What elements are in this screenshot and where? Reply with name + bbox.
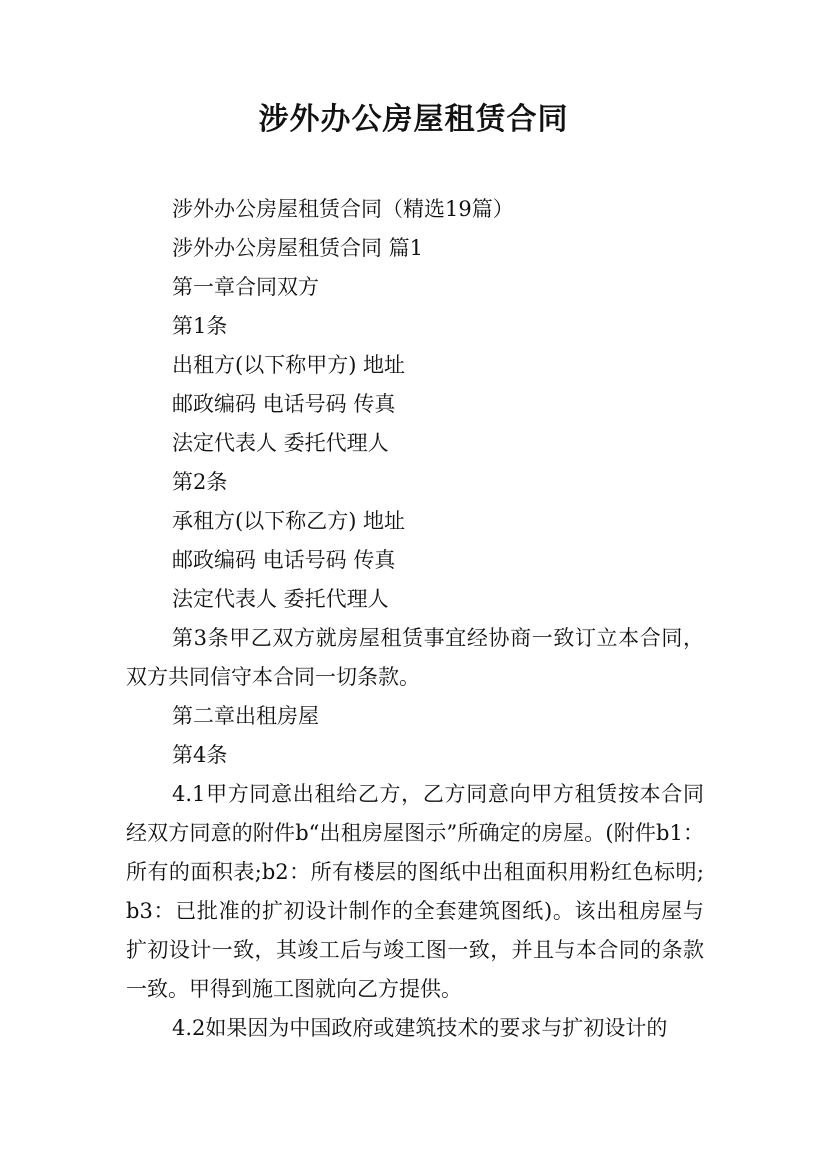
document-title: 涉外办公房屋租赁合同 bbox=[258, 102, 569, 137]
paragraph: 法定代表人 委托代理人 bbox=[172, 587, 389, 611]
paragraph: 第1条 bbox=[172, 314, 228, 338]
document-body bbox=[126, 190, 704, 1048]
paragraph: 涉外办公房屋租赁合同（精选19篇） bbox=[172, 197, 514, 221]
paragraph: 邮政编码 电话号码 传真 bbox=[172, 392, 396, 416]
paragraph: 4.1甲方同意出租给乙方，乙方同意向甲方租赁按本合同经双方同意的附件b“出租房屋图示”所确定的房屋。(附件b1：所有的面积表;b2：所有楼层的图纸中出租面积用粉红色标明;b3：已批准的扩初设计制作的全套建筑图纸)。该出租房屋与扩初设计一致，其竣工后与竣工图一致，并且与本合同的条款一致。甲得到施工图就向乙方提供。 bbox=[126, 782, 704, 1001]
paragraph: 涉外办公房屋租赁合同 篇1 bbox=[172, 236, 424, 260]
paragraph: 第3条甲乙双方就房屋租赁事宜经协商一致订立本合同，双方共同信守本合同一切条款。 bbox=[126, 626, 704, 689]
paragraph: 出租方(以下称甲方) 地址 bbox=[172, 353, 406, 377]
paragraph: 第一章合同双方 bbox=[172, 275, 319, 299]
paragraph: 第二章出租房屋 bbox=[172, 704, 319, 728]
paragraph: 第2条 bbox=[172, 470, 228, 494]
paragraph: 第4条 bbox=[172, 743, 228, 767]
paragraph: 4.2如果因为中国政府或建筑技术的要求与扩初设计的 bbox=[172, 1016, 668, 1040]
paragraph: 承租方(以下称乙方) 地址 bbox=[172, 509, 406, 533]
paragraph: 邮政编码 电话号码 传真 bbox=[172, 548, 396, 572]
paragraph: 法定代表人 委托代理人 bbox=[172, 431, 389, 455]
